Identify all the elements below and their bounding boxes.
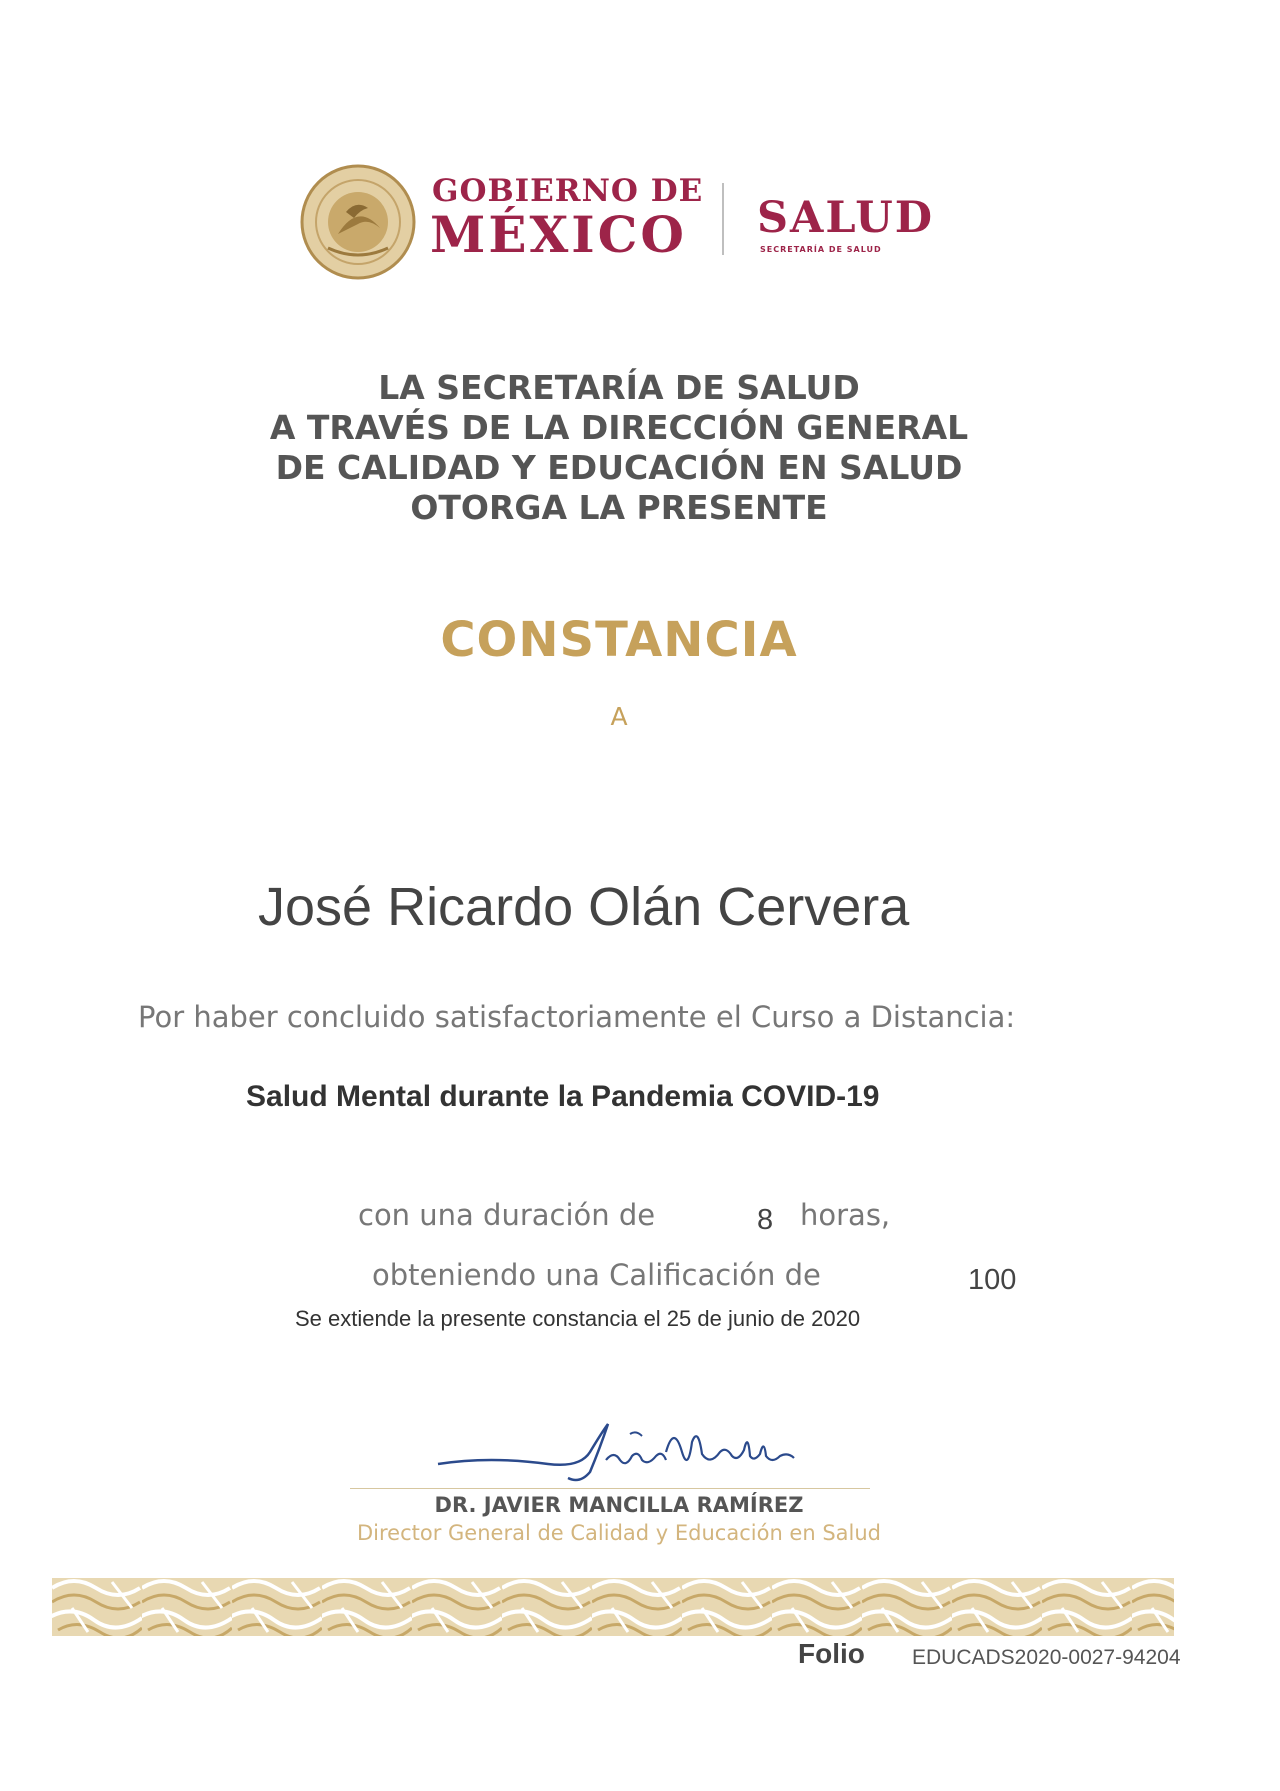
intro-line: OTORGA LA PRESENTE xyxy=(410,488,828,527)
duration-label: con una duración de xyxy=(358,1198,656,1232)
logo-divider xyxy=(722,183,724,255)
decorative-band xyxy=(52,1578,1174,1636)
intro-text xyxy=(0,368,1238,528)
intro-line: LA SECRETARÍA DE SALUD xyxy=(378,368,860,407)
intro-line: DE CALIDAD Y EDUCACIÓN EN SALUD xyxy=(275,448,963,487)
agency-subtitle: SECRETARÍA DE SALUD xyxy=(760,245,882,254)
logo-line-gobierno: GOBIERNO DE xyxy=(432,173,704,209)
signer-name: DR. JAVIER MANCILLA RAMÍREZ xyxy=(434,1493,804,1517)
grade-value: 100 xyxy=(968,1264,1017,1296)
duration-value: 8 xyxy=(757,1204,774,1236)
signer-title: Director General de Calidad y Educación en Salud xyxy=(356,1521,881,1545)
recipient-name: José Ricardo Olán Cervera xyxy=(258,877,910,937)
issue-date-text: Se extiende la presente constancia el 25 de junio de 2020 xyxy=(295,1306,861,1331)
national-seal-icon xyxy=(298,162,418,282)
agency-name: SALUD xyxy=(757,193,935,243)
duration-unit: horas, xyxy=(800,1198,891,1232)
certificate-to: A xyxy=(610,702,628,731)
reason-text: Por haber concluido satisfactoriamente el Curso a Distancia: xyxy=(138,1000,1016,1034)
grade-label: obteniendo una Calificación de xyxy=(372,1258,821,1292)
course-name: Salud Mental durante la Pandemia COVID-19 xyxy=(246,1080,880,1113)
certificate-title: CONSTANCIA xyxy=(440,612,798,668)
folio-value: EDUCADS2020-0027-94204 xyxy=(912,1646,1181,1669)
logo-line-mexico: MÉXICO xyxy=(430,205,687,264)
folio-label: Folio xyxy=(798,1638,865,1669)
intro-line: A TRAVÉS DE LA DIRECCIÓN GENERAL xyxy=(269,408,969,447)
signature-line xyxy=(350,1488,870,1489)
